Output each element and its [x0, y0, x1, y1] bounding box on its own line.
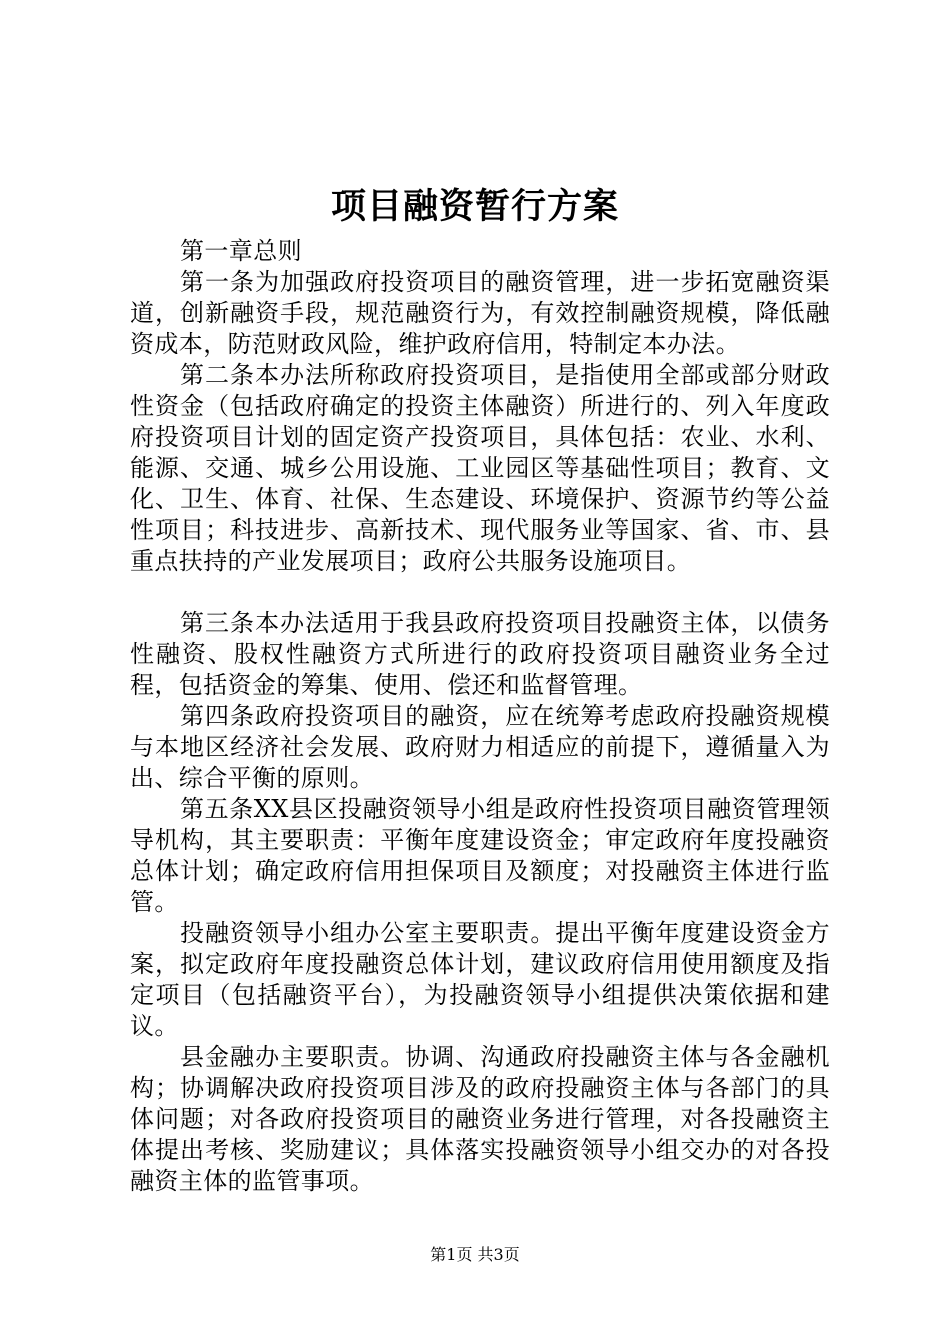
- article-5-paragraph: 第五条XX县区投融资领导小组是政府性投资项目融资管理领导机构，其主要职责：平衡年度建设资金；审定政府年度投融资总体计划；确定政府信用担保项目及额度；对投融资主体进行监管。: [130, 795, 830, 916]
- finance-office-duties-paragraph: 县金融办主要职责。协调、沟通政府投融资主体与各金融机构；协调解决政府投资项目涉及的政府投融资主体与各部门的具体问题；对各政府投资项目的融资业务进行管理，对各投融资主体提出考核、奖励建议；具体落实投融资领导小组交办的对各投融资主体的监管事项。: [130, 1043, 830, 1195]
- article-3-paragraph: 第三条本办法适用于我县政府投资项目投融资主体，以债务性融资、股权性融资方式所进行的政府投资项目融资业务全过程，包括资金的筹集、使用、偿还和监督管理。: [130, 609, 830, 699]
- document-title: 项目融资暂行方案: [330, 186, 619, 227]
- office-duties-paragraph: 投融资领导小组办公室主要职责。提出平衡年度建设资金方案，拟定政府年度投融资总体计划，建议政府信用使用额度及指定项目（包括融资平台），为投融资领导小组提供决策依据和建议。: [130, 919, 830, 1040]
- article-2-paragraph: 第二条本办法所称政府投资项目，是指使用全部或部分财政性资金（包括政府确定的投资主体融资）所进行的、列入年度政府投资项目计划的固定资产投资项目，具体包括：农业、水利、能源、交通、城乡公用设施、工业园区等基础性项目；教育、文化、卫生、体育、社保、生态建设、环境保护、资源节约等公益性项目；科技进步、高新技术、现代服务业等国家、省、市、县重点扶持的产业发展项目；政府公共服务设施项目。: [130, 361, 830, 575]
- chapter-heading: 第一章总则: [180, 237, 302, 265]
- document-body: [130, 236, 830, 1197]
- page-number-footer: 第1页 共3页: [430, 1245, 520, 1264]
- article-4-paragraph: 第四条政府投资项目的融资，应在统筹考虑政府投融资规模与本地区经济社会发展、政府财力相适应的前提下，遵循量入为出、综合平衡的原则。: [130, 702, 830, 792]
- article-1-paragraph: 第一条为加强政府投资项目的融资管理，进一步拓宽融资渠道，创新融资手段，规范融资行为，有效控制融资规模，降低融资成本，防范财政风险，维护政府信用，特制定本办法。: [130, 268, 830, 358]
- paragraph-spacer: [130, 577, 830, 608]
